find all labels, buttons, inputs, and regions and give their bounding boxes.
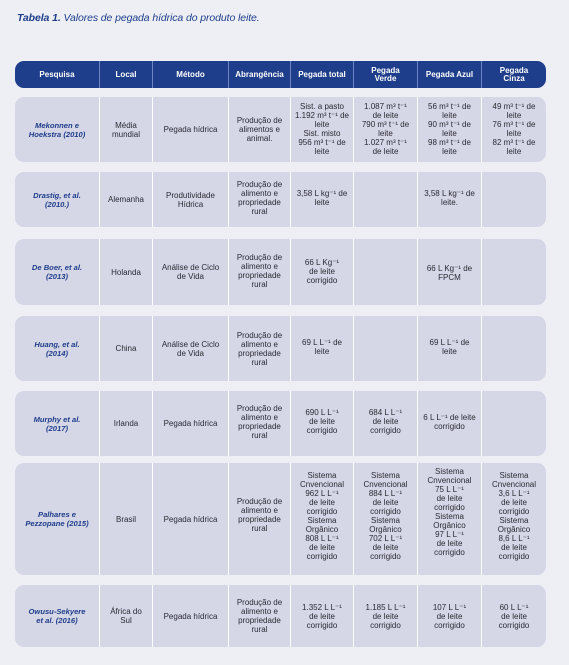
cell-pesquisa: Mekonnen e Hoekstra (2010): [15, 97, 100, 162]
cell-pegada-cinza: Sistema Cnvencional 3,6 L L⁻¹ de leite corrigido Sistema Orgânico 8,6 L L⁻¹ de leite corrigido: [491, 471, 537, 561]
cell-metodo: Pegada hídrica: [153, 97, 229, 162]
cell-pegada-verde: 1.087 m³ t⁻¹ de leite 790 m³ t⁻¹ de leite 1.027 m³ t⁻¹ de leite: [354, 97, 418, 162]
cell-abrangencia: Produção de alimentos e animal.: [229, 97, 291, 162]
header-metodo: Método: [153, 61, 229, 88]
cell-pegada-azul: 3,58 L kg⁻¹ de leite.: [418, 172, 482, 227]
cell-pesquisa: De Boer, et al. (2013): [15, 239, 100, 305]
cell-pegada-total: 1.352 L L⁻¹ de leite corrigido: [291, 585, 354, 647]
cell-pegada-verde: Sistema Cnvencional 884 L L⁻¹ de leite corrigido Sistema Orgânico 702 L L⁻¹ de leite corrigido: [354, 463, 418, 575]
cell-pegada-azul: 66 L Kg⁻¹ de FPCM: [418, 239, 482, 305]
cell-pesquisa: Murphy et al. (2017): [15, 391, 100, 456]
cell-pegada-verde: [354, 239, 418, 305]
cell-pegada-total: 690 L L⁻¹ de leite corrigido: [291, 391, 354, 456]
cell-local: África do Sul: [100, 585, 153, 647]
cell-pesquisa: Palhares e Pezzopane (2015): [15, 463, 100, 575]
cell-abrangencia: Produção de alimento e propriedade rural: [229, 316, 291, 381]
cell-pegada-azul: Sistema Cnvencional 75 L L⁻¹ de leite corrigido Sistema Orgânico 97 L L⁻¹ de leite corrigido: [418, 463, 482, 575]
cell-pegada-total: 69 L L⁻¹ de leite: [291, 316, 354, 381]
table-row: [15, 172, 546, 227]
header-local: Local: [100, 61, 153, 88]
caption-text: Valores de pegada hídrica do produto leite.: [60, 12, 260, 24]
cell-abrangencia: Produção de alimento e propriedade rural: [229, 463, 291, 575]
cell-pegada-total: Sistema Cnvencional 962 L L⁻¹ de leite corrigido Sistema Orgânico 808 L L⁻¹ de leite corrigido: [291, 463, 354, 575]
cell-pegada-azul: 6 L L⁻¹ de leite corrigido: [418, 391, 482, 456]
cell-local: China: [100, 316, 153, 381]
cell-pesquisa: Huang, et al. (2014): [15, 316, 100, 381]
header-pesquisa: Pesquisa: [15, 61, 100, 88]
cell-pegada-cinza: [482, 172, 546, 227]
cell-pesquisa: Drastig, et al. (2010.): [15, 172, 100, 227]
header-pegada-cinza: Pegada Cinza: [499, 65, 529, 83]
table-caption: [17, 12, 260, 24]
cell-metodo: Pegada hídrica: [153, 463, 229, 575]
table-header: [15, 61, 546, 88]
cell-pegada-verde: [354, 172, 418, 227]
cell-pegada-verde: [354, 316, 418, 381]
cell-metodo: Análise de Ciclo de Vida: [153, 316, 229, 381]
table-row: [15, 585, 546, 647]
cell-pegada-total: 66 L Kg⁻¹ de leite corrigido: [291, 239, 354, 305]
cell-local: Alemanha: [100, 172, 153, 227]
caption-label: Tabela 1.: [17, 12, 61, 24]
cell-pegada-cinza: [482, 316, 546, 381]
cell-local: Irlanda: [100, 391, 153, 456]
cell-abrangencia: Produção de alimento e propriedade rural: [229, 585, 291, 647]
cell-local: Holanda: [100, 239, 153, 305]
cell-abrangencia: Produção de alimento e propriedade rural: [229, 172, 291, 227]
table-row: [15, 97, 546, 162]
header-pegada-azul: Pegada Azul: [418, 61, 482, 88]
cell-pegada-cinza: 60 L L⁻¹ de leite corrigido: [498, 602, 530, 630]
cell-metodo: Produtividade Hídrica: [153, 172, 229, 227]
cell-abrangencia: Produção de alimento e propriedade rural: [229, 391, 291, 456]
cell-metodo: Análise de Ciclo de Vida: [153, 239, 229, 305]
table-row: [15, 239, 546, 305]
table-row: [15, 316, 546, 381]
cell-pegada-cinza: [482, 391, 546, 456]
cell-local: Média mundial: [100, 97, 153, 162]
header-pegada-total: Pegada total: [291, 61, 354, 88]
cell-metodo: Pegada hídrica: [153, 391, 229, 456]
cell-pegada-azul: 56 m³ t⁻¹ de leite 90 m³ t⁻¹ de leite 98 m³ t⁻¹ de leite: [418, 97, 482, 162]
cell-pesquisa: Owusu-Sekyere et al. (2016): [15, 585, 100, 647]
cell-metodo: Pegada hídrica: [153, 585, 229, 647]
cell-pegada-total: 3,58 L kg⁻¹ de leite: [291, 172, 354, 227]
cell-pegada-verde: 1.185 L L⁻¹ de leite corrigido: [354, 585, 418, 647]
cell-pegada-cinza: 49 m³ t⁻¹ de leite 76 m³ t⁻¹ de leite 82 m³ t⁻¹ de leite: [492, 102, 536, 156]
cell-pegada-verde: 684 L L⁻¹ de leite corrigido: [354, 391, 418, 456]
table-row: [15, 391, 546, 456]
cell-abrangencia: Produção de alimento e propriedade rural: [229, 239, 291, 305]
cell-pegada-total: Sist. a pasto 1.192 m³ t⁻¹ de leite Sist. misto 956 m³ t⁻¹ de leite: [291, 97, 354, 162]
cell-pegada-azul: 69 L L⁻¹ de leite: [418, 316, 482, 381]
cell-local: Brasil: [100, 463, 153, 575]
header-abrangencia: Abrangência: [229, 61, 291, 88]
cell-pegada-azul: 107 L L⁻¹ de leite corrigido: [418, 585, 482, 647]
header-pegada-verde: Pegada Verde: [354, 61, 418, 88]
cell-pegada-cinza: [482, 239, 546, 305]
table-row: [15, 463, 546, 575]
